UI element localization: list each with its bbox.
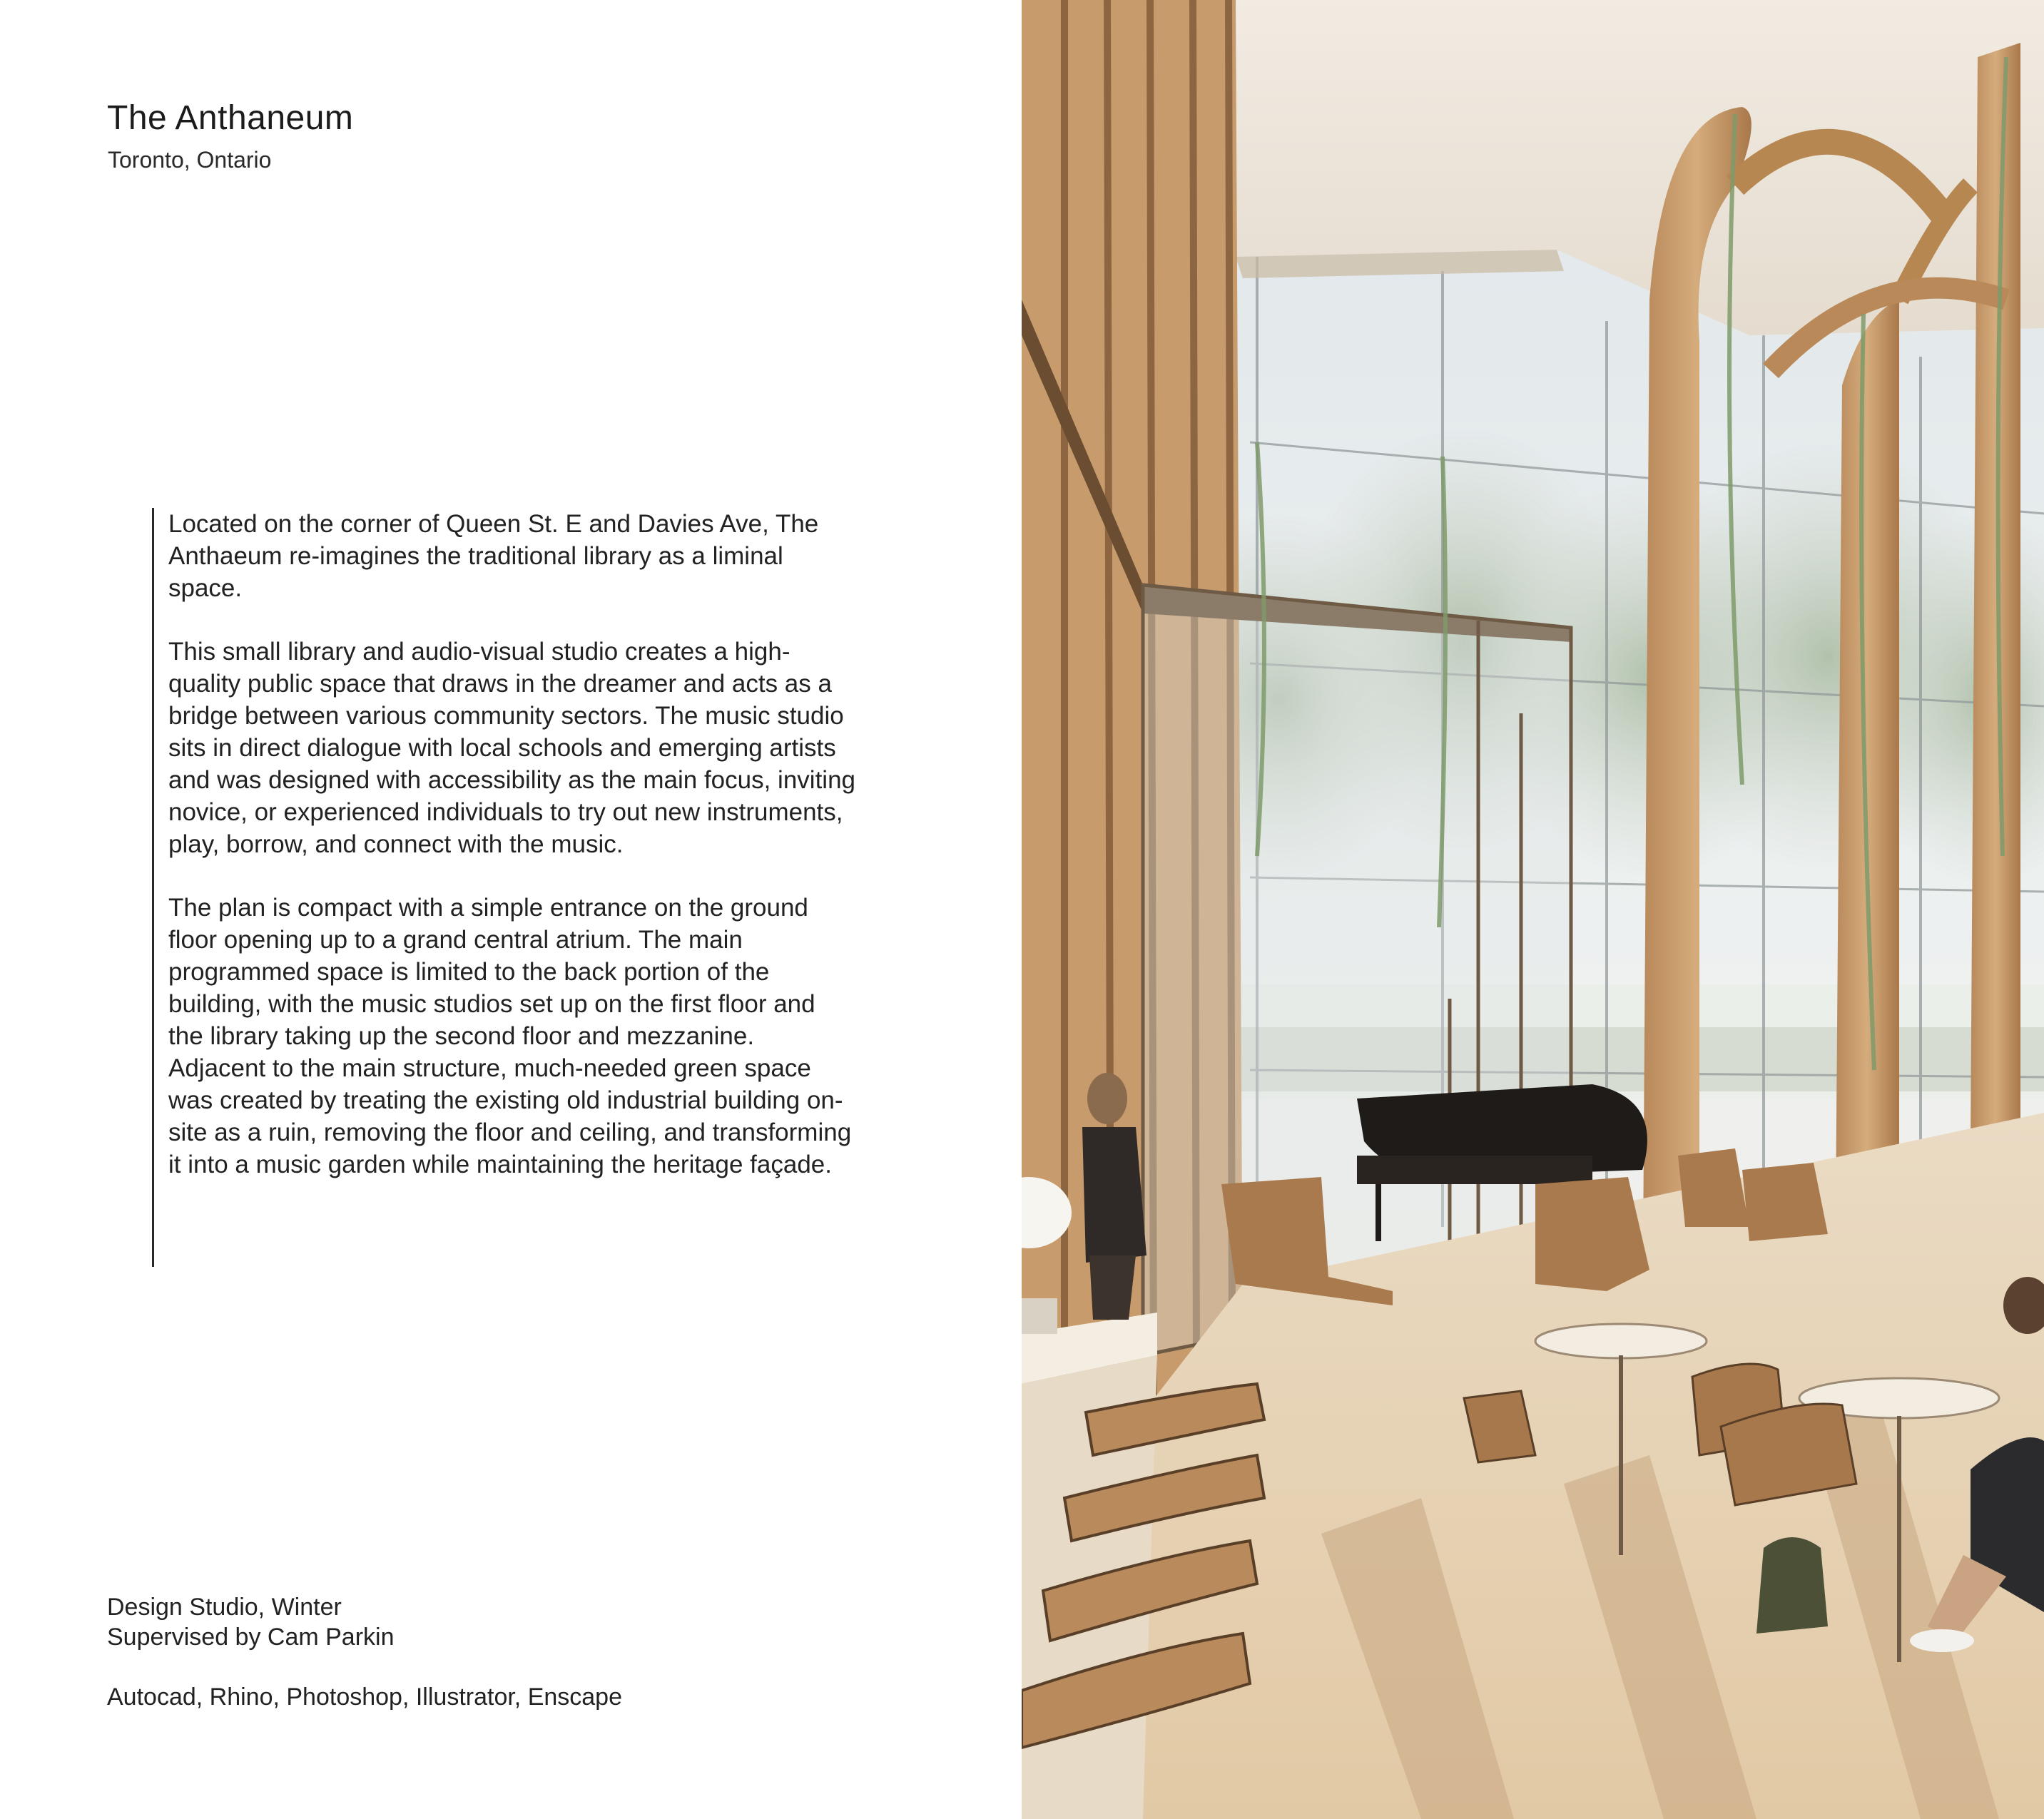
software-list: Autocad, Rhino, Photoshop, Illustrator, Enscape [107,1683,623,1711]
project-location: Toronto, Ontario [108,147,272,173]
description-paragraph: The plan is compact with a simple entrance on the ground floor opening up to a grand central atrium. The main programmed space is limited to the back portion of the building, with the music studios set up on the first floor and the library taking up the second floor and mezzanine. Adjacent to the main structure, much-needed green space was created by treating the existing old industrial building on-site as a ruin, removing the floor and ceiling, and transforming it into a music garden while maintaining the heritage façade. [168,894,852,1178]
interior-rendering [1022,0,2044,1819]
course-label: Design Studio, Winter [107,1594,342,1621]
project-description [152,508,856,1267]
project-title: The Anthaneum [107,99,354,137]
project-credits [107,1592,622,1712]
description-paragraph: Located on the corner of Queen St. E and Davies Ave, The Anthaeum re-imagines the traditional library as a liminal space. [168,510,819,602]
atrium-rendering-image [1022,0,2044,1819]
description-paragraph: This small library and audio-visual studio creates a high-quality public space that draws in the dreamer and acts as a bridge between various community sectors. The music studio sits in direct dialogue with local schools and emerging artists and was designed with accessibility as the main focus, inviting novice, or experienced individuals to try out new instruments, play, borrow, and connect with the music. [168,638,855,858]
supervisor-label: Supervised by Cam Parkin [107,1624,395,1651]
backpack [1756,1537,1828,1634]
